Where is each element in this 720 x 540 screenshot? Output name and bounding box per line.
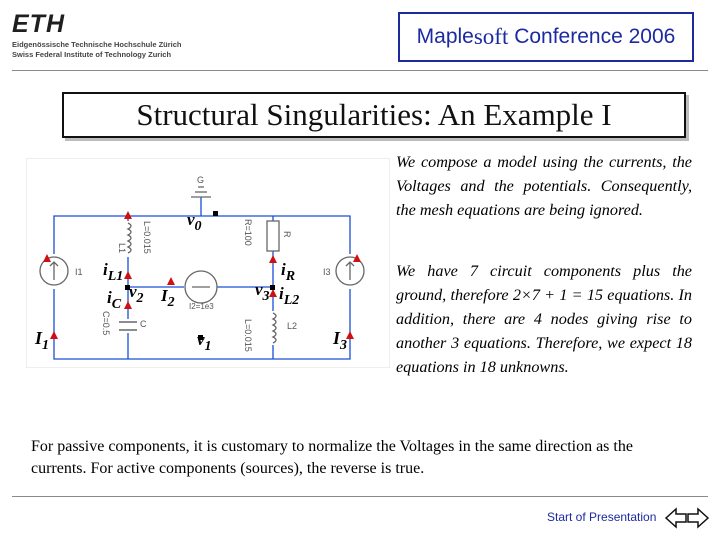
label-I2: $I_2$ xyxy=(161,286,175,310)
slide-title: Structural Singularities: An Example I xyxy=(136,97,612,132)
eth-logo xyxy=(12,12,202,64)
l2-name-text: L2 xyxy=(287,321,298,331)
circuit-diagram xyxy=(26,158,390,368)
ground-label: G xyxy=(197,175,205,185)
c-value-text: C=0.5 xyxy=(101,311,111,336)
marker-icon xyxy=(346,331,354,339)
label-I3: $I_3$ xyxy=(333,328,348,353)
node-icon xyxy=(213,211,218,216)
conference-banner xyxy=(398,12,694,62)
resistor-icon xyxy=(267,221,279,251)
l1-value-text: L=0.015 xyxy=(142,221,152,254)
label-v2: $v_2$ xyxy=(129,282,144,306)
current-source-i2 xyxy=(185,271,217,303)
label-v0: $v_0$ xyxy=(187,210,202,234)
header-divider xyxy=(12,70,708,71)
r-value-text: R=100 xyxy=(243,219,253,246)
marker-icon xyxy=(124,211,132,219)
label-v3: $v_3$ xyxy=(255,280,270,304)
node-icon xyxy=(270,285,275,290)
conference-maple: Maple xyxy=(416,25,474,48)
marker-icon xyxy=(269,255,277,263)
l1-name-text: L1 xyxy=(117,243,127,254)
marker-icon xyxy=(167,277,175,285)
inductor-l2-icon xyxy=(267,311,279,345)
marker-icon xyxy=(50,331,58,339)
r-name-text: R xyxy=(282,231,292,238)
label-iC: $i_C$ xyxy=(107,288,122,312)
label-v1: $v_1$ xyxy=(197,330,212,354)
paragraph-equations: We have 7 circuit components plus the ground, therefore 2×7 + 1 = 15 equations. In addition, there are 4 nodes giving rise to another 3 equations. Therefore, we expect 18 equations in 18 unknowns. xyxy=(396,262,692,376)
eth-logo-line-english: Swiss Federal Institute of Technology Zurich xyxy=(12,50,172,59)
label-iL1: $i_{L1}$ xyxy=(103,260,124,284)
ground-icon xyxy=(191,187,211,197)
paragraph-model: We compose a model using the currents, the Voltages and the potentials. Consequently, the mesh equations are being ignored. xyxy=(396,153,692,219)
label-iL2: $i_{L2}$ xyxy=(279,284,300,308)
label-I1: $I_1$ xyxy=(35,328,50,353)
footer-divider xyxy=(12,496,708,497)
i1-source-text: I1 xyxy=(75,267,83,277)
title-box xyxy=(62,92,686,138)
marker-icon xyxy=(124,271,132,279)
c-name-text: C xyxy=(140,319,147,329)
l2-value-text: L=0.015 xyxy=(243,319,253,352)
marker-icon xyxy=(269,289,277,297)
marker-icon xyxy=(124,301,132,309)
capacitor-icon xyxy=(119,319,137,333)
i2-source-text: I2=1e3 xyxy=(189,302,214,311)
footnote-text: For passive components, it is customary to normalize the Voltages in the same direction as the currents. For active components (sources), the reverse is true. xyxy=(31,438,633,477)
label-iR: $i_R$ xyxy=(281,260,296,284)
navigation-arrows-icon[interactable] xyxy=(664,506,710,530)
forward-arrow-icon[interactable] xyxy=(688,509,708,527)
i3-source-text: I3 xyxy=(323,267,331,277)
back-arrow-icon[interactable] xyxy=(666,509,686,527)
start-of-presentation-link[interactable]: Start of Presentation xyxy=(547,510,657,524)
conference-year: Conference 2006 xyxy=(508,25,676,48)
eth-logo-line-german: Eidgenössische Technische Hochschule Zürich xyxy=(12,40,182,49)
conference-soft: soft xyxy=(473,24,509,49)
eth-logo-wordmark: ETH xyxy=(12,10,65,38)
